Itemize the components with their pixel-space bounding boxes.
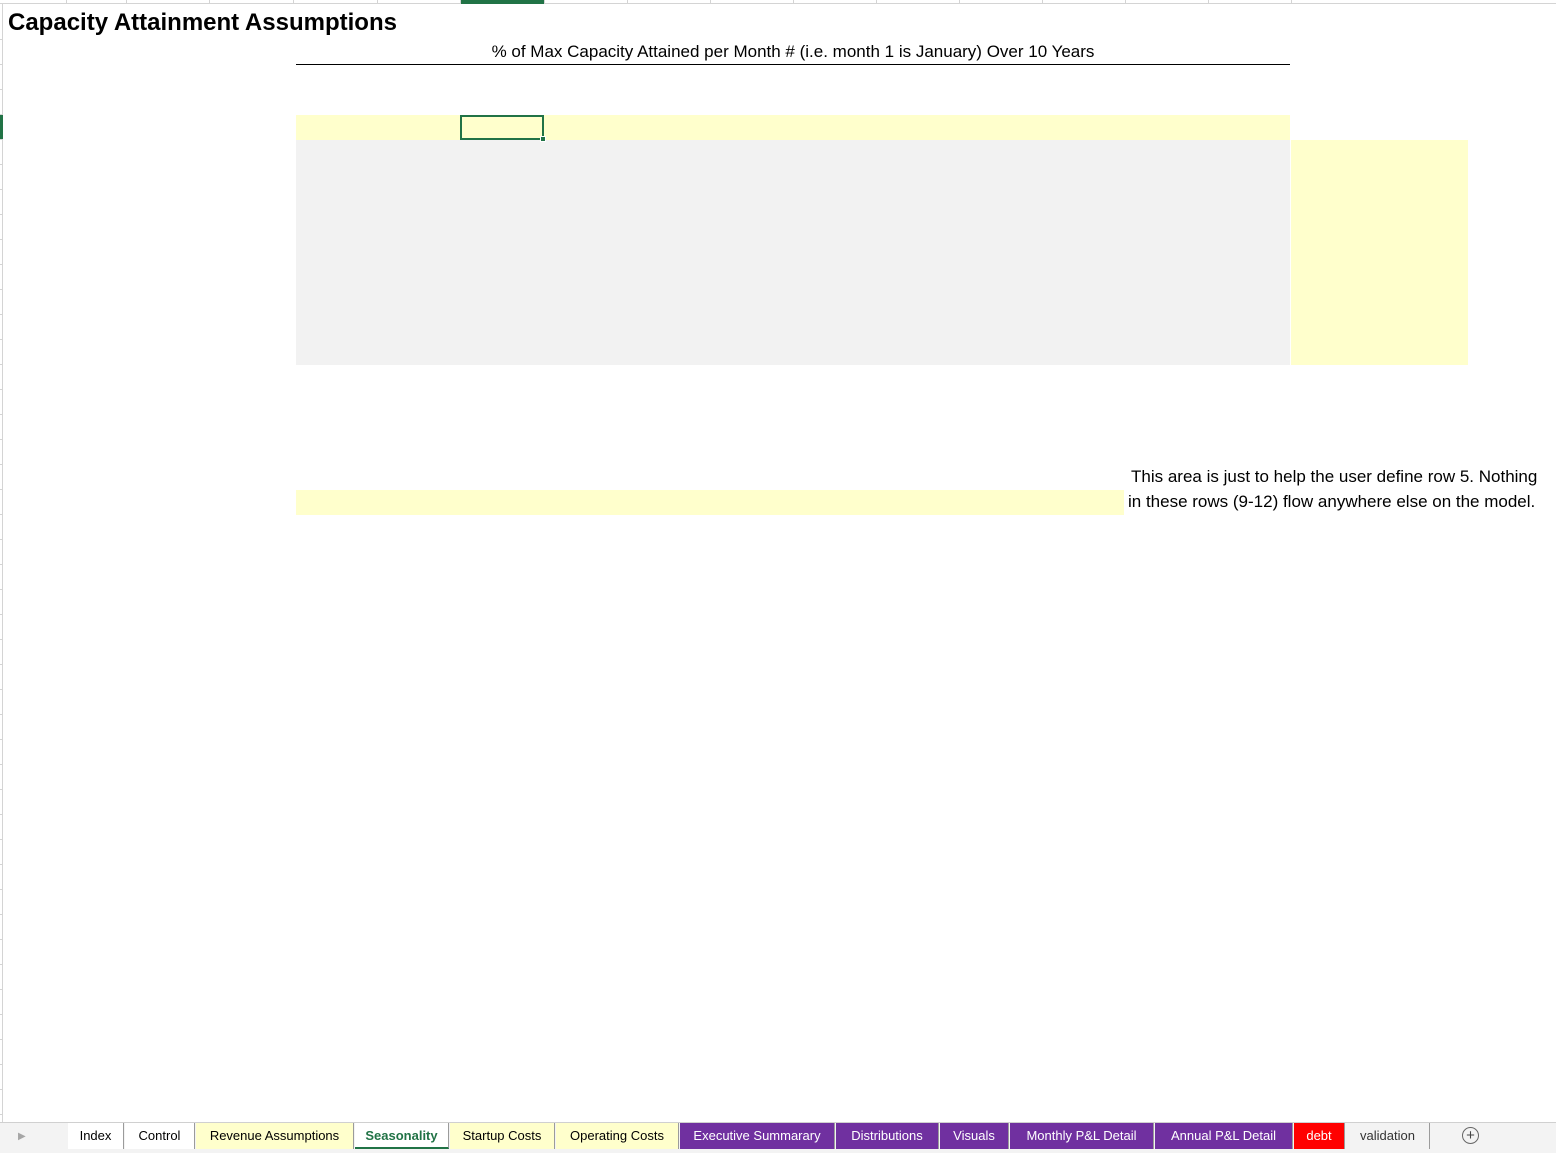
column-divider [793, 0, 794, 4]
row-divider [0, 239, 3, 240]
data-cell [296, 265, 374, 290]
helper-input-cell[interactable] [959, 490, 1037, 515]
helper-year-header [296, 440, 374, 465]
year-label [150, 240, 291, 265]
row-divider [0, 1039, 3, 1040]
month-number [1042, 90, 1120, 115]
helper-year-header [876, 440, 954, 465]
row-divider [0, 764, 3, 765]
sheet-tab[interactable]: Monthly P&L Detail [1010, 1123, 1154, 1149]
sheet-tab[interactable]: Seasonality [355, 1123, 449, 1149]
data-cell [460, 340, 538, 365]
row-divider [0, 714, 3, 715]
row-divider [0, 289, 3, 290]
data-cell [710, 340, 788, 365]
data-cell [1125, 215, 1203, 240]
helper-value-cell [377, 465, 455, 490]
data-cell [793, 290, 871, 315]
data-cell [1125, 290, 1203, 315]
improvement-input-cell[interactable] [1291, 290, 1468, 315]
row-header-strip [2, 4, 3, 1122]
column-divider [876, 0, 877, 4]
year-label [150, 140, 291, 165]
data-cell [1125, 265, 1203, 290]
helper-year-header [627, 440, 705, 465]
input-cell[interactable] [876, 115, 954, 140]
sheet-tab[interactable]: Distributions [836, 1123, 939, 1149]
data-cell [1125, 240, 1203, 265]
helper-value-cell [710, 515, 788, 540]
data-cell [710, 215, 788, 240]
month-number [793, 90, 871, 115]
sheet-tab[interactable]: Startup Costs [450, 1123, 555, 1149]
improvement-input-cell[interactable] [1291, 315, 1468, 340]
helper-row-label [20, 465, 291, 490]
data-cell [793, 140, 871, 165]
helper-value-cell [377, 515, 455, 540]
month-header [460, 65, 538, 90]
data-cell [710, 165, 788, 190]
data-cell [876, 215, 954, 240]
helper-value-cell [627, 465, 705, 490]
tab-scroll-arrow-icon[interactable]: ▶ [18, 1131, 26, 1142]
month-number [544, 90, 622, 115]
input-cell[interactable] [627, 115, 705, 140]
month-header [1042, 65, 1120, 90]
helper-input-cell[interactable] [544, 490, 622, 515]
data-cell [1125, 340, 1203, 365]
data-cell [544, 290, 622, 315]
sheet-tab[interactable]: Annual P&L Detail [1155, 1123, 1293, 1149]
month-number [959, 90, 1037, 115]
column-divider [293, 0, 294, 4]
helper-note-line2: in these rows (9-12) flow anywhere else on the model. [1128, 492, 1536, 511]
data-cell [460, 265, 538, 290]
data-cell [377, 140, 455, 165]
data-cell [959, 215, 1037, 240]
data-cell [793, 340, 871, 365]
data-cell [460, 215, 538, 240]
year-label [150, 190, 291, 215]
helper-input-cell[interactable] [377, 490, 455, 515]
year-label [150, 340, 291, 365]
sheet-tab[interactable]: Visuals [940, 1123, 1009, 1149]
row-divider [0, 814, 3, 815]
data-cell [1125, 315, 1203, 340]
data-cell [544, 190, 622, 215]
column-divider [66, 0, 67, 4]
row-divider [0, 1089, 3, 1090]
data-cell [959, 165, 1037, 190]
data-cell [959, 290, 1037, 315]
row-divider [0, 964, 3, 965]
column-divider [710, 0, 711, 4]
row-divider [0, 339, 3, 340]
data-cell [793, 215, 871, 240]
row-divider [0, 389, 3, 390]
column-divider [544, 0, 545, 4]
sheet-tab[interactable]: Control [125, 1123, 195, 1149]
month-header [1125, 65, 1203, 90]
data-cell [959, 265, 1037, 290]
input-cell[interactable] [710, 115, 788, 140]
data-cell [544, 165, 622, 190]
column-divider [627, 0, 628, 4]
helper-row-label [20, 490, 291, 515]
data-cell [1042, 240, 1120, 265]
data-cell [876, 265, 954, 290]
data-cell [1208, 140, 1286, 165]
sheet-tab[interactable]: Revenue Assumptions [196, 1123, 354, 1149]
month-number [1208, 90, 1286, 115]
helper-title [60, 440, 291, 465]
month-number [460, 90, 538, 115]
sheet-tab-bar [0, 1122, 1556, 1153]
data-cell [1042, 190, 1120, 215]
data-cell [460, 140, 538, 165]
data-cell [1208, 240, 1286, 265]
helper-input-cell[interactable] [793, 490, 871, 515]
row-divider [0, 614, 3, 615]
input-cell[interactable] [544, 115, 622, 140]
month-number [296, 90, 374, 115]
row-divider [0, 739, 3, 740]
data-cell [296, 340, 374, 365]
row-divider [0, 439, 3, 440]
data-cell [1042, 215, 1120, 240]
data-cell [793, 315, 871, 340]
data-cell [627, 340, 705, 365]
month-number [377, 90, 455, 115]
month-header [710, 65, 788, 90]
row-divider [0, 514, 3, 515]
fill-handle[interactable] [540, 136, 546, 142]
data-cell [296, 165, 374, 190]
data-cell [544, 215, 622, 240]
improvement-input-cell[interactable] [1291, 215, 1468, 240]
data-cell [544, 140, 622, 165]
month-number [710, 90, 788, 115]
year-label [150, 215, 291, 240]
improvement-input-cell[interactable] [1291, 165, 1468, 190]
data-cell [876, 140, 954, 165]
month-header [959, 65, 1037, 90]
row-divider [0, 314, 3, 315]
helper-value-cell [1042, 515, 1120, 540]
input-cell[interactable] [1125, 115, 1203, 140]
data-cell [876, 240, 954, 265]
data-cell [1208, 165, 1286, 190]
row-divider [0, 489, 3, 490]
data-cell [1042, 140, 1120, 165]
sheet-tab[interactable]: validation [1346, 1123, 1430, 1149]
helper-year-header [460, 440, 538, 465]
data-cell [377, 165, 455, 190]
helper-year-header [710, 440, 788, 465]
row-divider [0, 1114, 3, 1115]
data-cell [627, 265, 705, 290]
helper-year-header [377, 440, 455, 465]
data-cell [1125, 140, 1203, 165]
data-cell [959, 340, 1037, 365]
column-divider [1042, 0, 1043, 4]
add-sheet-icon[interactable]: + [1462, 1127, 1479, 1144]
year-label [150, 115, 291, 140]
improvement-header [1291, 90, 1468, 115]
row-divider [0, 939, 3, 940]
row-divider [0, 989, 3, 990]
row-divider [0, 589, 3, 590]
data-cell [544, 240, 622, 265]
row-divider [0, 914, 3, 915]
helper-input-cell[interactable] [876, 490, 954, 515]
helper-value-cell [544, 465, 622, 490]
row-divider [0, 689, 3, 690]
row-divider [0, 214, 3, 215]
helper-value-cell [793, 465, 871, 490]
data-cell [460, 290, 538, 315]
data-cell [1208, 290, 1286, 315]
data-cell [793, 190, 871, 215]
column-divider [377, 0, 378, 4]
year-label [150, 165, 291, 190]
data-cell [627, 215, 705, 240]
row-divider [0, 789, 3, 790]
sheet-tab[interactable]: Executive Summarary [680, 1123, 835, 1149]
data-cell [627, 240, 705, 265]
month-header [377, 65, 455, 90]
data-cell [1042, 265, 1120, 290]
data-cell [710, 190, 788, 215]
column-divider [1291, 0, 1292, 4]
data-cell [1208, 340, 1286, 365]
data-cell [959, 315, 1037, 340]
row-divider [0, 89, 3, 90]
data-cell [959, 240, 1037, 265]
input-cell[interactable] [793, 115, 871, 140]
helper-note-line1: This area is just to help the user define row 5. Nothing [1131, 467, 1538, 486]
helper-year-header [544, 440, 622, 465]
page-title: Capacity Attainment Assumptions [8, 9, 397, 36]
data-cell [710, 240, 788, 265]
data-cell [544, 315, 622, 340]
improvement-input-cell[interactable] [1291, 340, 1468, 365]
improvement-input-cell[interactable] [1291, 265, 1468, 290]
row-divider [0, 64, 3, 65]
data-cell [876, 190, 954, 215]
active-cell-border[interactable] [460, 115, 544, 140]
data-cell [1125, 165, 1203, 190]
helper-input-cell[interactable] [710, 490, 788, 515]
helper-year-header [1042, 440, 1120, 465]
row-divider [0, 664, 3, 665]
year-label [150, 265, 291, 290]
helper-input-cell[interactable] [460, 490, 538, 515]
data-cell [296, 290, 374, 315]
data-cell [460, 315, 538, 340]
row-divider [0, 889, 3, 890]
data-cell [793, 265, 871, 290]
data-cell [959, 140, 1037, 165]
input-cell[interactable] [296, 115, 374, 140]
input-cell[interactable] [1208, 115, 1286, 140]
helper-value-cell [460, 515, 538, 540]
data-cell [296, 190, 374, 215]
table-header: % of Max Capacity Attained per Month # (i.e. month 1 is January) Over 10 Years [296, 41, 1290, 65]
helper-value-cell [959, 515, 1037, 540]
data-cell [377, 340, 455, 365]
helper-value-cell [460, 465, 538, 490]
month-header [544, 65, 622, 90]
data-cell [296, 215, 374, 240]
month-header [793, 65, 871, 90]
input-cell[interactable] [1042, 115, 1120, 140]
data-cell [296, 240, 374, 265]
data-cell [627, 140, 705, 165]
data-cell [1042, 290, 1120, 315]
data-cell [1208, 190, 1286, 215]
row-divider [0, 564, 3, 565]
row-divider [0, 1064, 3, 1065]
data-cell [296, 315, 374, 340]
improvement-input-cell[interactable] [1291, 140, 1468, 165]
year-label [150, 290, 291, 315]
helper-value-cell [544, 515, 622, 540]
column-divider [1125, 0, 1126, 4]
row-divider [0, 164, 3, 165]
data-cell [1042, 340, 1120, 365]
column-divider [1208, 0, 1209, 4]
helper-value-cell [296, 465, 374, 490]
helper-value-cell [876, 465, 954, 490]
helper-value-cell [710, 465, 788, 490]
column-divider [209, 0, 210, 4]
selected-column-indicator [460, 0, 544, 4]
data-cell [1042, 315, 1120, 340]
improvement-input-cell[interactable] [1291, 240, 1468, 265]
sheet-tab[interactable]: Operating Costs [556, 1123, 679, 1149]
helper-value-cell [296, 515, 374, 540]
data-cell [876, 165, 954, 190]
month-number [1125, 90, 1203, 115]
sheet-tab[interactable]: debt [1294, 1123, 1345, 1149]
data-cell [710, 290, 788, 315]
data-cell [876, 290, 954, 315]
data-cell [377, 240, 455, 265]
helper-value-cell [793, 515, 871, 540]
row-divider [0, 264, 3, 265]
data-cell [959, 190, 1037, 215]
helper-year-header [793, 440, 871, 465]
selected-row-indicator [0, 115, 3, 139]
data-cell [544, 340, 622, 365]
data-cell [793, 165, 871, 190]
data-cell [1208, 315, 1286, 340]
month-header [876, 65, 954, 90]
data-cell [627, 190, 705, 215]
data-cell [627, 290, 705, 315]
month-number [876, 90, 954, 115]
row-divider [0, 364, 3, 365]
data-cell [377, 215, 455, 240]
data-cell [710, 140, 788, 165]
data-cell [627, 315, 705, 340]
data-cell [627, 165, 705, 190]
row-divider [0, 114, 3, 115]
data-cell [793, 240, 871, 265]
data-cell [710, 315, 788, 340]
row-divider [0, 139, 3, 140]
helper-value-cell [876, 515, 954, 540]
data-cell [460, 165, 538, 190]
helper-input-cell[interactable] [627, 490, 705, 515]
data-cell [460, 240, 538, 265]
helper-year-header [959, 440, 1037, 465]
month-number [627, 90, 705, 115]
data-cell [544, 265, 622, 290]
data-cell [1042, 165, 1120, 190]
data-cell [377, 265, 455, 290]
data-cell [876, 340, 954, 365]
row-divider [0, 39, 3, 40]
data-cell [377, 315, 455, 340]
row-divider [0, 464, 3, 465]
data-cell [377, 290, 455, 315]
data-cell [1208, 265, 1286, 290]
data-cell [1125, 190, 1203, 215]
sheet-tab[interactable]: Index [68, 1123, 124, 1149]
helper-value-cell [627, 515, 705, 540]
helper-value-cell [1042, 465, 1120, 490]
column-header-strip [0, 0, 1556, 4]
data-cell [1208, 215, 1286, 240]
row-divider [0, 189, 3, 190]
data-cell [460, 190, 538, 215]
input-cell[interactable] [959, 115, 1037, 140]
year-label [150, 315, 291, 340]
helper-input-cell[interactable] [296, 490, 374, 515]
row-divider [0, 539, 3, 540]
improvement-input-cell[interactable] [1291, 190, 1468, 215]
data-cell [296, 140, 374, 165]
helper-value-cell [959, 465, 1037, 490]
column-divider [959, 0, 960, 4]
helper-input-cell[interactable] [1042, 490, 1120, 515]
column-divider [126, 0, 127, 4]
data-cell [710, 265, 788, 290]
column-divider [460, 0, 461, 4]
row-divider [0, 864, 3, 865]
row-divider [0, 639, 3, 640]
data-cell [876, 315, 954, 340]
row-divider [0, 839, 3, 840]
data-cell [377, 190, 455, 215]
month-header [627, 65, 705, 90]
input-cell[interactable] [377, 115, 455, 140]
month-header [296, 65, 374, 90]
helper-row-label [20, 515, 291, 540]
month-header [1208, 65, 1286, 90]
row-divider [0, 1014, 3, 1015]
row-divider [0, 414, 3, 415]
